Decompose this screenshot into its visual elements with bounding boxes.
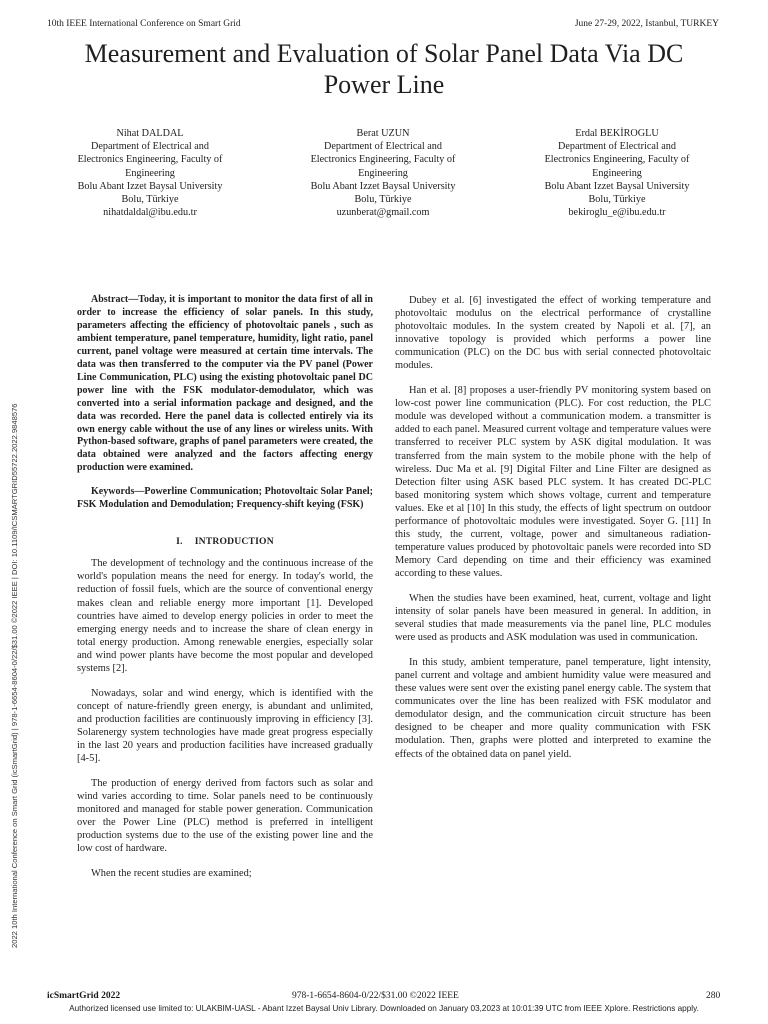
author-name: Erdal BEKİROGLU: [575, 128, 659, 139]
body-paragraph: Han et al. [8] proposes a user-friendly PV monitoring system based on low-cost power line communication (PLC). For cost reduction, the PLC module was developed without a communication modem. a transmitter is added to each panel. Measured current voltage and temperature values were transferred to receiver PLC system by ASK digital modulation. It was transferred from the main system to the mobile phone with the help of wireless. Duc Ma et al. [9] Digital Filter and Line Filter are designed as Detection filter using ASK based PLC system. It has created DC-PLC based monitoring system which shows voltage, current and temperature values. Eke et al [10] In this study, the effects of light spectrum on outdoor performance of photovoltaic modules were investigated. Soyer G. [11] In this study, the current, voltage, power and simultaneous radiation-temperature values produced by photovoltaic panels were recorded into SD Memory Card depending on time and their efficiency was examined according to these values.: [395, 385, 711, 579]
left-column: [77, 294, 373, 892]
abstract: Abstract—Today, it is important to monitor the data first of all in order to increase the efficiency of solar panels. In this study, parameters affecting the efficiency of photovoltaic panels , such as ambient temperature, panel temperature, humidity, light ratio, panel current, panel voltage were measured at certain time intervals. The data was then transferred to the computer via the PV panel (Power Line Communication, PLC) using the existing photovoltaic panel DC power line with the FSK modulator-demodulator, which was converted into a serial information package and designed, and the data was recorded. Here the panel data is collected entirely via its own energy cable without the use of any lines or wireless units. With Python-based software, graphs of panel parameters were created, the data obtained were analyzed and the factors affecting energy production were examined.: [77, 294, 373, 474]
author-city: Bolu, Türkiye: [121, 194, 179, 206]
page-number: 280: [706, 991, 721, 1001]
paper-title: Measurement and Evaluation of Solar Panel Data Via DC Power Line: [84, 39, 684, 99]
body-paragraph: Dubey et al. [6] investigated the effect of working temperature and photovoltaic modulus on the electrical performance of crystalline photovoltaic modules. In the system created by Napoli et al. [7], an innovative topology is provided which performs a power line communication (PLC) on the DC bus with serial connected photovoltaic modules.: [395, 295, 711, 372]
author-department: Electronics Engineering, Faculty of: [544, 154, 690, 166]
author-department: Engineering: [125, 167, 175, 179]
footer-conference: icSmartGrid 2022: [47, 991, 121, 1001]
section-number: I.: [176, 536, 183, 548]
running-header-right: June 27-29, 2022, Istanbul, TURKEY: [574, 19, 719, 29]
body-paragraph: In this study, ambient temperature, panel temperature, light intensity, panel current and voltage and ambient humidity value were measured and these values were sent over the existing panel energy cable. The system that communicates over the line has been realized with FSK modulator and demodulator design, and the communication circuit structure has been designed to be cheaper and more quality communication with FSK modulation. Then, graphs were plotted and interpreted to examine the effects of the obtained data on panel yield.: [395, 657, 711, 760]
body-paragraph: Nowadays, solar and wind energy, which is identified with the concept of nature-friendly green energy, is abundant and unlimited, and production facilities are continuously improving in efficiency [3]. Solarenergy system technologies have made great progress especially in the last 20 years and production facilities have increased gradually [4-5].: [77, 687, 373, 765]
license-notice: Authorized licensed use limited to: ULAKBIM-UASL - Abant Izzet Baysal Univ Library. Downloaded on January 03,2023 at 10:01:39 UTC from IEEE Xplore. Restrictions apply.: [69, 1004, 699, 1013]
author-department: Department of Electrical and: [558, 141, 676, 153]
author-email: uzunberat@gmail.com: [336, 207, 430, 219]
section-title: INTRODUCTION: [194, 536, 274, 548]
body-paragraph: When the studies have been examined, heat, current, voltage and light intensity of solar panels have been measured in general. In addition, in several studies that made measurements via the panel line, PLC modules were used as products and ASK modulation was used in communication.: [395, 592, 711, 644]
author-department: Department of Electrical and: [91, 141, 209, 153]
running-header-left: 10th IEEE International Conference on Smart Grid: [47, 19, 241, 29]
author-email: nihatdaldal@ibu.edu.tr: [103, 207, 197, 219]
author-block-2: [288, 127, 478, 219]
author-department: Engineering: [358, 167, 408, 179]
author-block-3: [522, 127, 712, 219]
author-department: Department of Electrical and: [324, 141, 442, 153]
author-university: Bolu Abant Izzet Baysal University: [544, 180, 690, 192]
author-department: Electronics Engineering, Faculty of: [310, 154, 456, 166]
body-paragraph: The development of technology and the continuous increase of the world's population means the need for energy. In today's world, the reduction of fossil fuels, which are the source of conventional energy makes clean and reliable energy more important [1]. Developed countries have aimed to develop energy policies in order to meet the emerging energy needs and to increase the share of clean energy in total energy production. Among renewable energies, especially solar and wind power plants have become the most popular and developed systems [2].: [77, 558, 373, 674]
author-name: Berat UZUN: [356, 128, 410, 139]
author-university: Bolu Abant Izzet Baysal University: [310, 180, 456, 192]
side-citation-strip: 2022 10th International Conference on Smart Grid (icSmartGrid) | 978-1-6654-8604-0/22/$31.00 ©2022 IEEE | DOI: 10.1109/ICSMARTGRID55722.2022.9848576: [10, 403, 19, 948]
author-email: bekiroglu_e@ibu.edu.tr: [568, 207, 666, 219]
footer-isbn: 978-1-6654-8604-0/22/$31.00 ©2022 IEEE: [292, 991, 459, 1001]
author-university: Bolu Abant Izzet Baysal University: [77, 180, 223, 192]
section-heading: [77, 535, 373, 548]
body-paragraph: When the recent studies are examined;: [91, 868, 252, 880]
keywords: Keywords—Powerline Communication; Photovoltaic Solar Panel; FSK Modulation and Demodulation; Frequency-shift keying (FSK): [77, 486, 373, 511]
author-city: Bolu, Türkiye: [588, 194, 646, 206]
author-department: Electronics Engineering, Faculty of: [77, 154, 223, 166]
right-column: [395, 294, 711, 773]
author-block-1: [55, 127, 245, 219]
author-name: Nihat DALDAL: [116, 128, 184, 139]
author-city: Bolu, Türkiye: [354, 194, 412, 206]
body-paragraph: The production of energy derived from factors such as solar and wind varies according to time. Solar panels need to be continuously monitored and managed for stable power generation. Communication over the Power Line (PLC) method is preferred in intelligent production systems due to the use of the existing power line and the low cost of hardware.: [77, 778, 373, 855]
author-department: Engineering: [592, 167, 642, 179]
